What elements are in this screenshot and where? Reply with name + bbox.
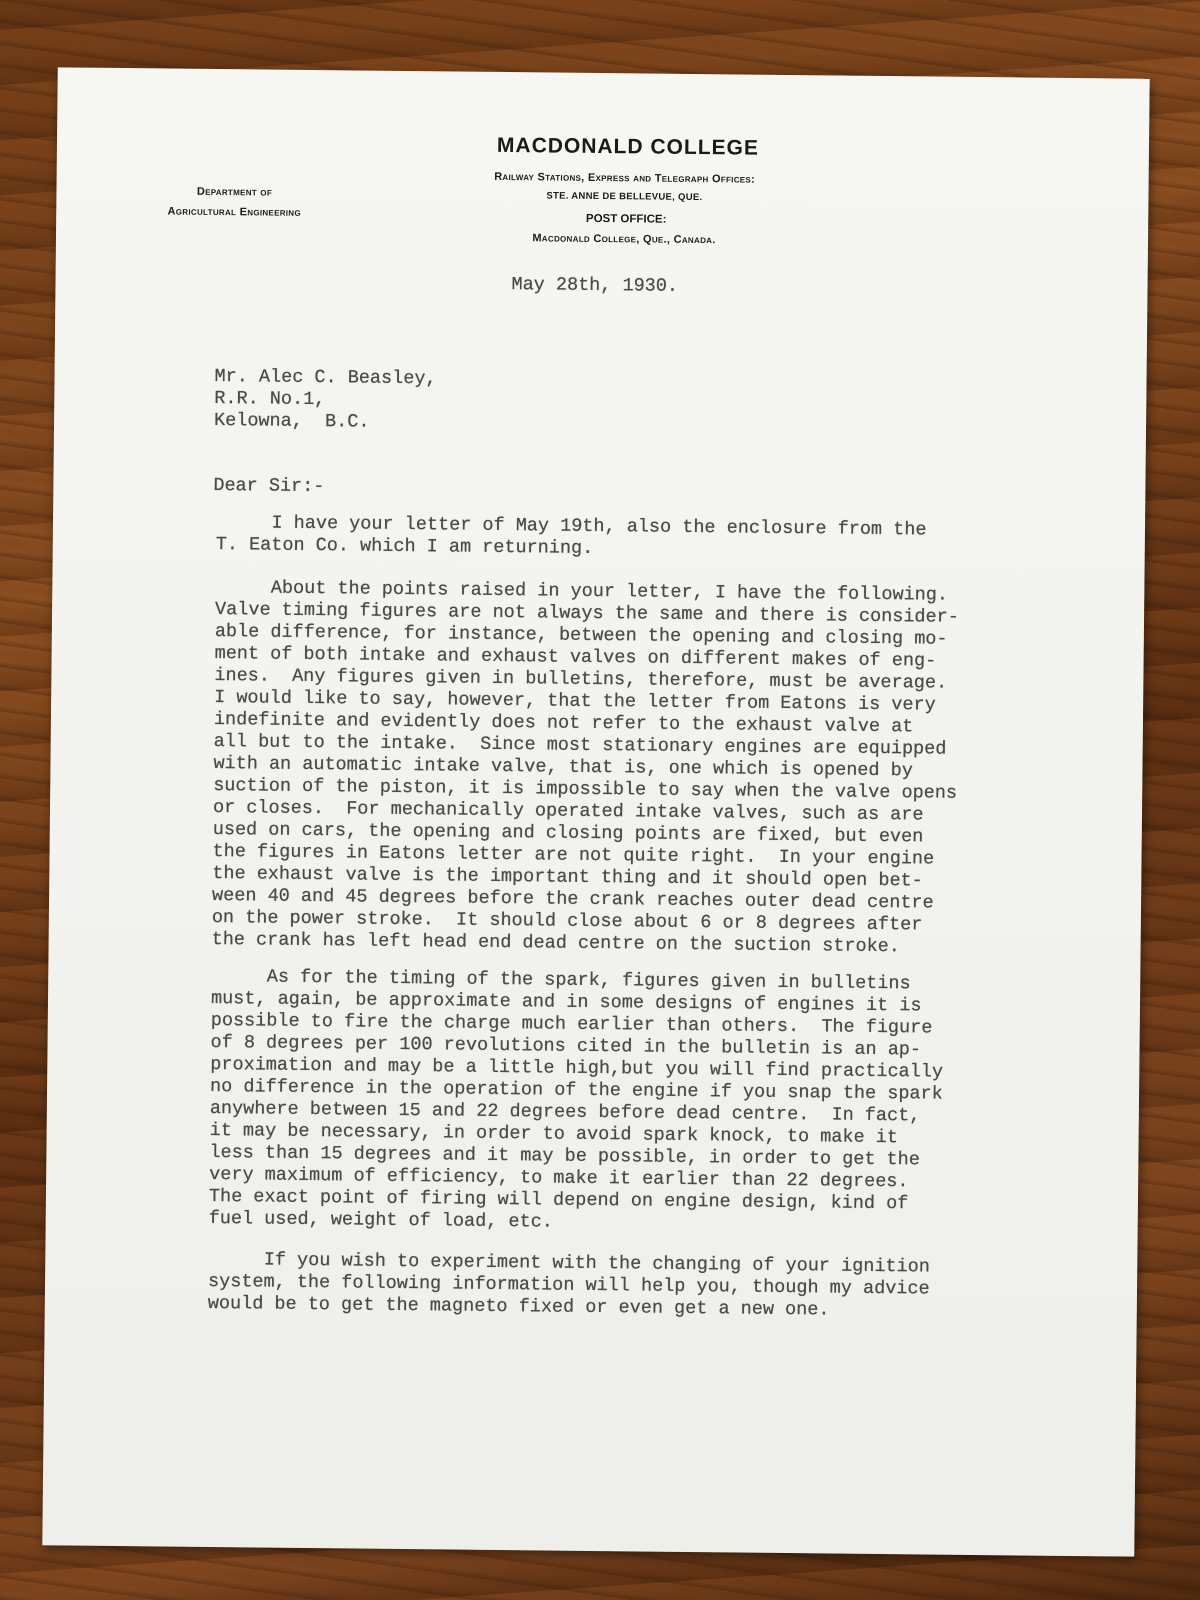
letter-line: very maximum of efficiency, to make it earlier than 22 degrees. xyxy=(209,1163,909,1193)
letter-line: would be to get the magneto fixed or even get a new one. xyxy=(207,1292,830,1321)
letter-paper xyxy=(42,67,1149,1556)
letter-line: I have your letter of May 19th, also the enclosure from the xyxy=(215,512,927,541)
letter-line: it may be necessary, in order to avoid spark knock, to make it xyxy=(209,1119,899,1149)
letter-line: the crank has left head end dead centre on the suction stroke. xyxy=(211,928,901,958)
letter-line: If you wish to experiment with the changing of your ignition xyxy=(208,1248,930,1278)
letter-line: About the points raised in your letter, I have the following. xyxy=(215,577,949,606)
letterhead-college-name: MACDONALD COLLEGE xyxy=(496,133,760,160)
letter-line: the exhaust valve is the important thing and it should open bet- xyxy=(212,862,923,892)
letter-line: suction of the piston, it is impossible to say when the valve opens xyxy=(213,774,958,804)
salutation: Dear Sir:- xyxy=(213,474,325,498)
recipient-name: Mr. Alec C. Beasley, xyxy=(214,365,437,390)
letter-line: the figures in Eatons letter are not quite right. In your engine xyxy=(212,840,935,870)
letter-line: less than 15 degrees and it may be possible, in order to get the xyxy=(209,1141,921,1171)
letterhead-post-address: Macdonald College, Que., Canada. xyxy=(532,232,716,247)
letter-line: used on cars, the opening and closing points are fixed, but even xyxy=(212,818,924,848)
letter-line: all but to the intake. Since most stationary engines are equipped xyxy=(213,730,947,760)
letterhead-department-line2: Agricultural Engineering xyxy=(167,205,302,219)
letter-date: May 28th, 1930. xyxy=(511,274,679,297)
letter-line: ween 40 and 45 degrees before the crank reaches outer dead centre xyxy=(211,884,934,914)
letter-line: The exact point of firing will depend on engine design, kind of xyxy=(208,1185,909,1215)
letterhead-railway-offices: Railway Stations, Express and Telegraph Offices: xyxy=(494,170,756,186)
letter-line: ines. Any figures given in bulletins, therefore, must be average. xyxy=(214,664,948,694)
letter-line: T. Eaton Co. which I am returning. xyxy=(215,534,594,559)
letterhead-post-office: POST OFFICE: xyxy=(585,212,667,226)
recipient-route: R.R. No.1, xyxy=(214,387,326,411)
letter-line: ment of both intake and exhaust valves on different makes of eng- xyxy=(214,642,937,672)
letter-line: I would like to say, however, that the letter from Eatons is very xyxy=(214,686,936,716)
letter-line: anywhere between 15 and 22 degrees before dead centre. In fact, xyxy=(209,1097,921,1127)
letter-line: of 8 degrees per 100 revolutions cited in the bulletin is an ap- xyxy=(210,1031,922,1061)
letter-line: As for the timing of the spark, figures given in bulletins xyxy=(211,965,911,995)
letter-line: on the power stroke. It should close about 6 or 8 degrees after xyxy=(211,906,923,936)
recipient-city: Kelowna, B.C. xyxy=(213,409,370,433)
letter-line: indefinite and evidently does not refer to the exhaust valve at xyxy=(213,708,914,738)
letter-line: must, again, be approximate and in some designs of engines it is xyxy=(210,987,922,1017)
letter-line: Valve timing figures are not always the same and there is consider- xyxy=(214,599,959,628)
letter-line: or closes. For mechanically operated intake valves, such as are xyxy=(212,796,924,826)
letterhead-ste-anne: STE. ANNE DE BELLEVUE, QUE. xyxy=(546,190,703,204)
letterhead-department-line1: Department of xyxy=(196,185,273,199)
letter-line: possible to fire the charge much earlier than others. The figure xyxy=(210,1009,933,1039)
letter-line: able difference, for instance, between the opening and closing mo- xyxy=(214,620,948,650)
letter-line: fuel used, weight of load, etc. xyxy=(208,1207,553,1233)
letter-line: with an automatic intake valve, that is, one which is opened by xyxy=(213,752,913,782)
letter-line: system, the following information will help you, though my advice xyxy=(207,1270,930,1300)
letter-line: no difference in the operation of the engine if you snap the spark xyxy=(209,1075,943,1105)
letter-line: proximation and may be a little high,but you will find practically xyxy=(210,1053,944,1083)
